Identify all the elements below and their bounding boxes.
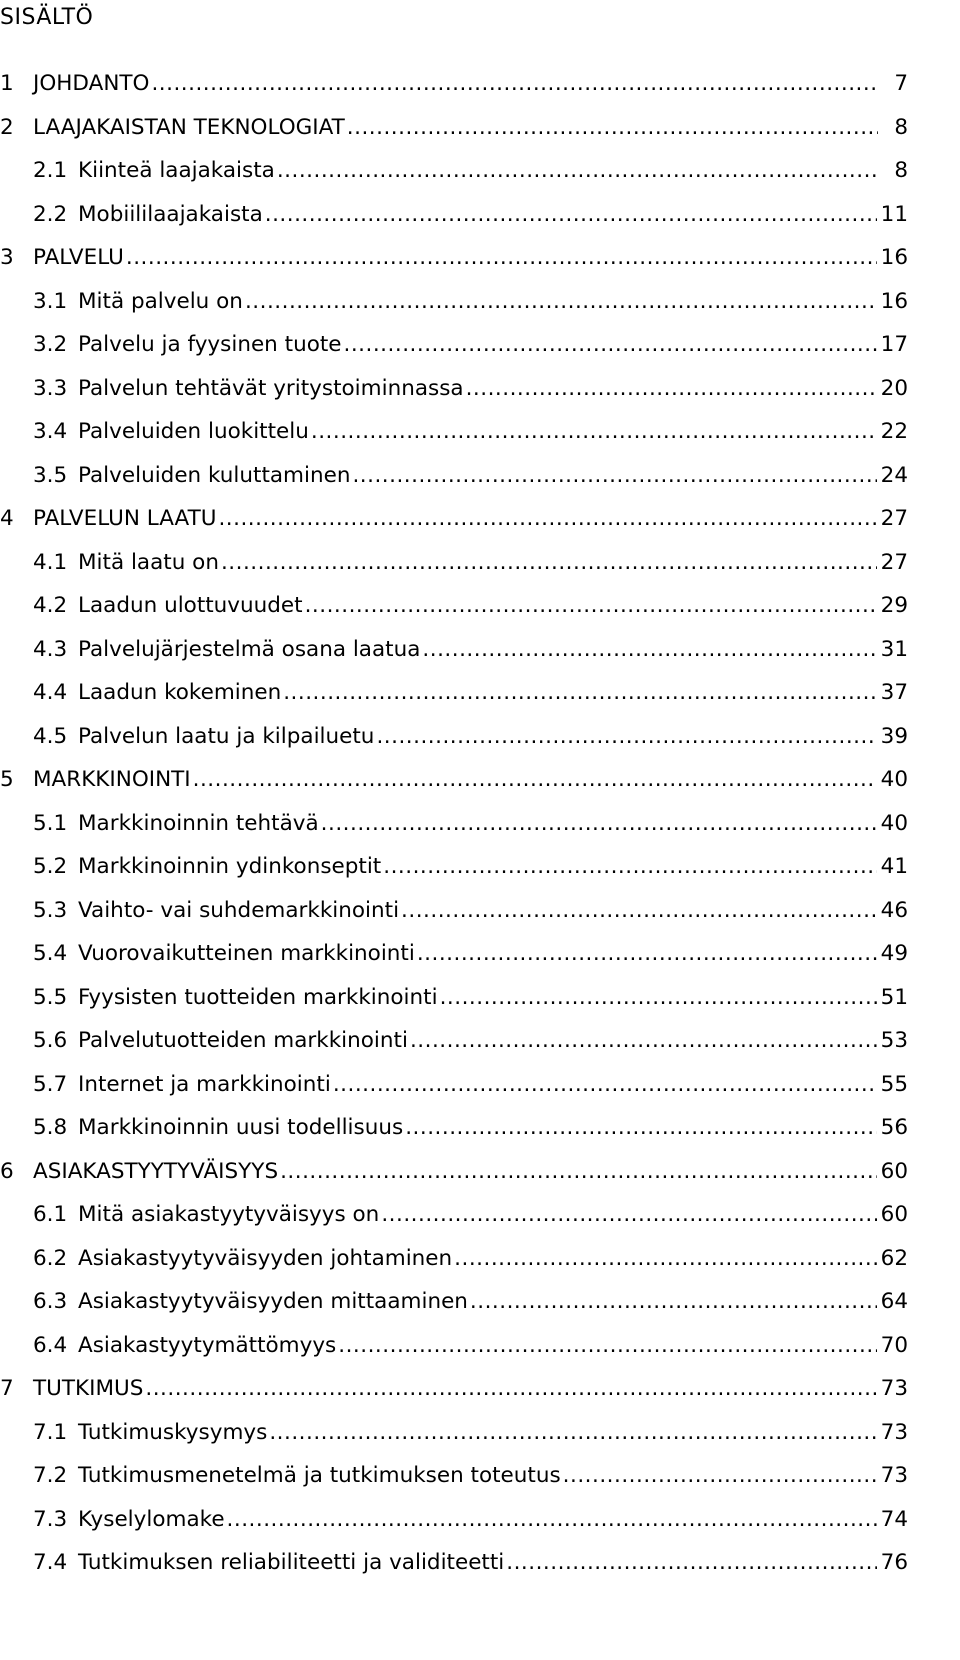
toc-entry-title: Vuorovaikutteinen markkinointi [78,941,415,966]
toc-dot-leader [333,1067,877,1103]
toc-entry[interactable] [0,762,908,798]
toc-entry-page: 76 [880,1550,908,1575]
toc-dot-leader [277,153,878,189]
toc-entry-title: Markkinoinnin uusi todellisuus [78,1115,404,1140]
toc-entry[interactable] [0,1197,908,1233]
toc-entry-page: 11 [880,201,908,227]
toc-entry-title: Markkinoinnin ydinkonseptit [78,854,382,879]
toc-dot-leader [401,893,877,929]
toc-entry-page: 7 [894,71,908,96]
toc-entry-page: 40 [880,767,908,792]
toc-dot-leader [126,240,877,276]
toc-entry-number: 5.5 [33,984,68,1010]
toc-entry-number: 5.8 [33,1115,68,1140]
toc-heading: SISÄLTÖ [0,5,94,30]
toc-entry[interactable] [0,1023,908,1059]
toc-entry-number: 7.3 [33,1506,68,1532]
toc-entry[interactable] [0,1458,908,1494]
toc-entry[interactable] [0,588,908,624]
toc-dot-leader [454,1241,876,1277]
toc-entry-page: 39 [880,723,908,749]
toc-entry-title: MARKKINOINTI [33,767,191,792]
toc-entry[interactable] [0,110,908,146]
toc-entry[interactable] [0,153,908,189]
toc-entry-title: Asiakastyytymättömyys [78,1332,337,1358]
toc-dot-leader [265,197,877,233]
toc-entry-page: 60 [880,1158,908,1184]
toc-entry-page: 24 [880,462,908,488]
toc-entry-number: 4.1 [33,549,68,575]
toc-dot-leader [305,588,877,624]
toc-entry-number: 3.5 [33,462,68,488]
toc-entry-page: 8 [894,158,908,183]
toc-entry-number: 3.1 [33,288,68,314]
toc-entry-title: Palvelun laatu ja kilpailuetu [78,723,375,749]
toc-entry-number: 6.4 [33,1332,68,1358]
toc-entry-title: Laadun ulottuvuudet [78,593,303,618]
toc-entry-page: 64 [880,1289,908,1314]
toc-entry-title: Laadun kokeminen [78,680,282,705]
toc-entry-title: Markkinoinnin tehtävä [78,810,319,836]
toc-entry-number: 6.3 [33,1289,68,1314]
toc-dot-leader [376,719,876,755]
toc-entry-page: 29 [880,593,908,618]
toc-entry-title: Kiinteä laajakaista [78,158,275,183]
toc-dot-leader [311,414,877,450]
toc-entry-page: 22 [880,419,908,444]
toc-dot-leader [227,1502,877,1538]
toc-entry-title: PALVELUN LAATU [33,506,217,531]
toc-entry-title: Palvelujärjestelmä osana laatua [78,636,421,662]
toc-entry-page: 17 [880,332,908,357]
toc-dot-leader [506,1545,876,1581]
toc-entry-page: 41 [880,854,908,879]
toc-entry-title: Mitä laatu on [78,549,219,575]
toc-entry-title: Palvelun tehtävät yritystoiminnassa [78,375,464,401]
toc-entry-page: 56 [880,1115,908,1140]
toc-entry-number: 4.2 [33,593,68,618]
toc-entry[interactable] [0,66,908,102]
toc-entry-title: Tutkimuksen reliabiliteetti ja validiteetti [78,1550,505,1575]
toc-dot-leader [283,675,876,711]
toc-entry-page: 70 [880,1332,908,1358]
toc-entry-number: 4.3 [33,636,68,662]
toc-entry-title: Palvelutuotteiden markkinointi [78,1028,408,1053]
toc-entry[interactable] [0,458,908,494]
toc-dot-leader [410,1023,877,1059]
toc-entry-title: Tutkimusmenetelmä ja tutkimuksen toteutus [78,1463,561,1488]
toc-entry-title: Mobiililaajakaista [78,201,263,227]
toc-entry-title: JOHDANTO [33,71,150,96]
toc-dot-leader [352,458,876,494]
toc-entry-title: ASIAKASTYYTYVÄISYYS [33,1158,279,1184]
toc-entry-number: 5.3 [33,897,68,923]
toc-entry-number: 4 [0,506,14,531]
toc-entry[interactable] [0,1154,908,1190]
toc-entry-title: Palvelu ja fyysinen tuote [78,332,342,357]
toc-entry[interactable] [0,1241,908,1277]
toc-dot-leader [151,66,878,102]
toc-entry-page: 27 [880,549,908,575]
toc-entry[interactable] [0,1415,908,1451]
toc-entry-number: 2.1 [33,158,68,183]
toc-entry-title: Asiakastyytyväisyyden mittaaminen [78,1289,468,1314]
toc-entry-number: 5.6 [33,1028,68,1053]
toc-dot-leader [383,849,876,885]
toc-entry[interactable] [0,1502,908,1538]
toc-entry-number: 5.2 [33,854,68,879]
toc-entry-title: TUTKIMUS [33,1376,144,1401]
toc-entry[interactable] [0,893,908,929]
toc-entry[interactable] [0,849,908,885]
toc-entry-number: 2 [0,114,14,140]
toc-dot-leader [193,762,877,798]
toc-dot-leader [381,1197,876,1233]
toc-dot-leader [422,632,876,668]
toc-entry[interactable] [0,980,908,1016]
toc-entry-title: Vaihto- vai suhdemarkkinointi [78,897,400,923]
toc-entry-page: 27 [880,506,908,531]
toc-entry-number: 4.5 [33,723,68,749]
toc-entry-title: Mitä asiakastyytyväisyys on [78,1202,380,1227]
toc-entry-number: 5.4 [33,941,68,966]
toc-entry[interactable] [0,719,908,755]
toc-dot-leader [280,1154,877,1190]
toc-entry[interactable] [0,1328,908,1364]
toc-entry-title: Asiakastyytyväisyyden johtaminen [78,1245,453,1271]
toc-entry[interactable] [0,545,908,581]
toc-entry-number: 7 [0,1376,14,1401]
toc-dot-leader [470,1284,877,1320]
toc-entry[interactable] [0,632,908,668]
toc-entry-page: 16 [880,245,908,270]
toc-entry-number: 6.2 [33,1245,68,1271]
toc-entry[interactable] [0,1110,908,1146]
toc-entry-title: Palveluiden kuluttaminen [78,462,351,488]
toc-dot-leader [321,806,877,842]
toc-entry-title: Mitä palvelu on [78,288,243,314]
toc-entry-number: 4.4 [33,680,68,705]
toc-entry-page: 53 [880,1028,908,1053]
toc-dot-leader [440,980,877,1016]
toc-entry-number: 5.1 [33,810,68,836]
toc-entry-number: 7.2 [33,1463,68,1488]
toc-dot-leader [338,1328,876,1364]
toc-entry[interactable] [0,284,908,320]
toc-entry-number: 5 [0,767,14,792]
toc-entry[interactable] [0,1284,908,1320]
toc-entry[interactable] [0,371,908,407]
toc-entry[interactable] [0,414,908,450]
toc-entry-page: 46 [880,897,908,923]
toc-entry-page: 55 [880,1071,908,1097]
toc-entry[interactable] [0,197,908,233]
toc-entry[interactable] [0,806,908,842]
toc-entry-number: 5.7 [33,1071,68,1097]
toc-dot-leader [269,1415,876,1451]
toc-entry-page: 73 [880,1376,908,1401]
toc-dot-leader [218,501,876,537]
toc-entry-number: 3.2 [33,332,68,357]
toc-dot-leader [245,284,877,320]
toc-entry[interactable] [0,327,908,363]
toc-entry-page: 40 [880,810,908,836]
toc-entry-page: 73 [880,1419,908,1445]
toc-entry-page: 8 [894,114,908,140]
toc-entry[interactable] [0,675,908,711]
toc-entry-page: 20 [880,375,908,401]
toc-dot-leader [347,110,878,146]
toc-entry-number: 3 [0,245,14,270]
toc-entry-page: 16 [880,288,908,314]
toc-entry-title: PALVELU [33,245,124,270]
toc-entry[interactable] [0,1545,908,1581]
toc-entry-title: Kyselylomake [78,1506,225,1532]
toc-dot-leader [405,1110,876,1146]
toc-entry-title: Internet ja markkinointi [78,1071,331,1097]
toc-entry-page: 62 [880,1245,908,1271]
toc-entry-page: 37 [880,680,908,705]
toc-entry-number: 7.4 [33,1550,68,1575]
toc-entry-page: 31 [880,636,908,662]
toc-dot-leader [466,371,877,407]
toc-entry-page: 49 [880,941,908,966]
toc-entry-page: 73 [880,1463,908,1488]
toc-entry[interactable] [0,1067,908,1103]
toc-entry-title: Palveluiden luokittelu [78,419,309,444]
toc-dot-leader [563,1458,877,1494]
toc-entry-number: 3.3 [33,375,68,401]
toc-entry-number: 6 [0,1158,14,1184]
toc-entry-title: Tutkimuskysymys [78,1419,268,1445]
toc-entry-number: 3.4 [33,419,68,444]
toc-entry[interactable] [0,936,908,972]
toc-entry[interactable] [0,240,908,276]
toc-entry-page: 74 [880,1506,908,1532]
toc-dot-leader [221,545,877,581]
toc-dot-leader [344,327,877,363]
toc-entry[interactable] [0,501,908,537]
toc-entry[interactable] [0,1371,908,1407]
toc-entry-title: LAAJAKAISTAN TEKNOLOGIAT [33,114,345,140]
toc-entry-title: Fyysisten tuotteiden markkinointi [78,984,438,1010]
toc-entry-number: 1 [0,71,14,96]
toc-entry-page: 60 [880,1202,908,1227]
toc-entry-number: 6.1 [33,1202,68,1227]
toc-entry-page: 51 [880,984,908,1010]
toc-entry-number: 7.1 [33,1419,68,1445]
toc-dot-leader [417,936,877,972]
toc-dot-leader [145,1371,876,1407]
toc-entry-number: 2.2 [33,201,68,227]
